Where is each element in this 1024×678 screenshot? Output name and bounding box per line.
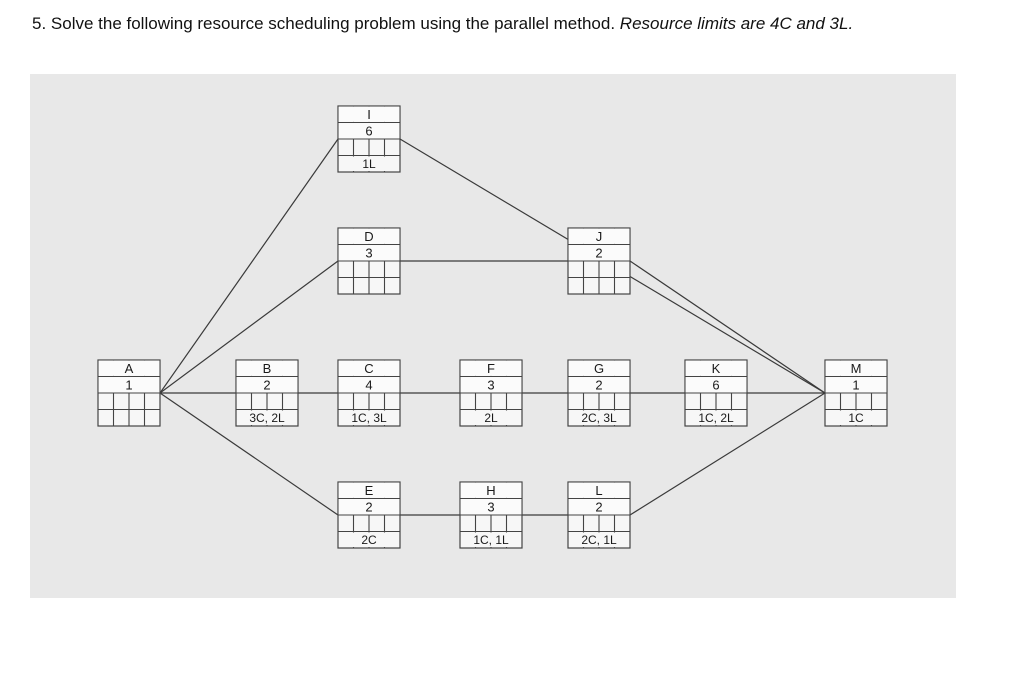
node-label: M bbox=[850, 361, 862, 376]
node-duration: 2 bbox=[365, 499, 373, 515]
node-duration: 6 bbox=[365, 123, 373, 139]
node-g bbox=[568, 360, 630, 426]
node-label: H bbox=[486, 483, 496, 498]
network-diagram bbox=[30, 74, 956, 598]
node-resources: 1C bbox=[848, 411, 864, 425]
node-label: C bbox=[364, 361, 374, 376]
node-resources: 2C, 3L bbox=[581, 411, 617, 425]
node-label: G bbox=[593, 361, 605, 376]
node-k bbox=[685, 360, 747, 426]
node-f bbox=[460, 360, 522, 426]
node-duration: 4 bbox=[365, 377, 373, 393]
node-duration: 1 bbox=[125, 377, 133, 393]
node-resources: 1C, 3L bbox=[351, 411, 387, 425]
node-duration: 2 bbox=[595, 499, 603, 515]
node-d bbox=[338, 228, 400, 294]
question-text bbox=[32, 10, 972, 38]
node-a bbox=[98, 360, 160, 426]
node-label: B bbox=[262, 361, 272, 376]
node-resources: 3C, 2L bbox=[249, 411, 285, 425]
node-c bbox=[338, 360, 400, 426]
node-label: D bbox=[364, 229, 374, 244]
node-label: L bbox=[595, 483, 603, 498]
node-duration: 3 bbox=[487, 499, 495, 515]
node-label: K bbox=[711, 361, 721, 376]
node-resources: 2C, 1L bbox=[581, 533, 617, 547]
node-j bbox=[568, 228, 630, 294]
node-duration: 2 bbox=[595, 245, 603, 261]
edges bbox=[160, 139, 825, 515]
node-duration: 6 bbox=[712, 377, 720, 393]
node-resources: 1L bbox=[362, 157, 376, 171]
node-resources: 2C bbox=[361, 533, 377, 547]
network-diagram-scan bbox=[30, 74, 956, 598]
node-duration: 2 bbox=[595, 377, 603, 393]
node-label: F bbox=[487, 361, 495, 376]
node-resources: 2L bbox=[484, 411, 498, 425]
node-i bbox=[338, 106, 400, 172]
node-duration: 2 bbox=[263, 377, 271, 393]
node-e bbox=[338, 482, 400, 548]
node-duration: 1 bbox=[852, 377, 860, 393]
node-b bbox=[236, 360, 298, 426]
node-duration: 3 bbox=[365, 245, 373, 261]
node-m bbox=[825, 360, 887, 426]
node-resources: 1C, 2L bbox=[698, 411, 734, 425]
node-label: I bbox=[367, 107, 371, 122]
node-label: J bbox=[595, 229, 603, 244]
nodes bbox=[98, 106, 887, 548]
edge-a-i bbox=[160, 139, 338, 393]
node-l bbox=[568, 482, 630, 548]
resource-limits: Resource limits are 4C and 3L. bbox=[619, 14, 854, 33]
node-resources: 1C, 1L bbox=[473, 533, 509, 547]
node-duration: 3 bbox=[487, 377, 495, 393]
node-label: A bbox=[124, 361, 134, 376]
node-label: E bbox=[364, 483, 374, 498]
question-prefix: 5. Solve the following resource scheduling problem using the parallel method. bbox=[32, 14, 620, 33]
node-h bbox=[460, 482, 522, 548]
